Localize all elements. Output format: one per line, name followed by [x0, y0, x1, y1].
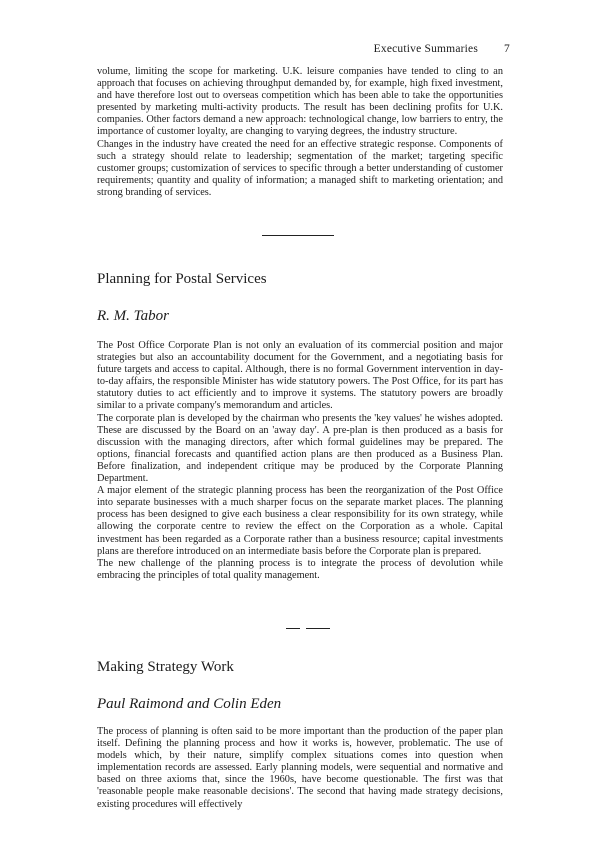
page-number: 7 — [504, 43, 510, 55]
author-line: R. M. Tabor — [97, 308, 169, 324]
intro-text — [97, 66, 503, 199]
paragraph: A major element of the strategic planning process has been the reorganization of the Post Office into separate businesses with a much sharper focus on the separate market places. The planning process has been designed to give each business a clear responsibility for its own strategy, while allowing the corporate centre to review the effect on the Corporation as a whole. Capital investment has been regarded as a Corporate rather than a business resource; capital investments plans are therefore introduced on an intermediate basis before the Corporate plan is prepared. — [97, 485, 503, 557]
section-title: Making Strategy Work — [97, 659, 234, 675]
section-body — [97, 340, 503, 582]
section-divider — [286, 628, 300, 629]
section-divider — [262, 235, 334, 236]
section-body — [97, 726, 503, 811]
paragraph: Changes in the industry have created the need for an effective strategic response. Components of such a strategy should relate to leadership; segmentation of the market; targeting specific customer groups; customization of services to specific through a better understanding of customer requirements; quantity and quality of information; a managed shift to marketing orientation; and strong branding of services. — [97, 138, 503, 198]
paragraph: The Post Office Corporate Plan is not only an evaluation of its commercial position and major strategies but also an accountability document for the Government, and a negotiating basis for future targets and access to capital. Although, there is no formal Government intervention in day-to-day affairs, the responsible Minister has wide statutory powers. The Post Office, for its part has statutory duties to act efficiently and to improve it systems. The statutory powers are broadly similar to a private company's memorandum and articles. — [97, 340, 503, 412]
running-head — [374, 43, 510, 55]
section-title: Planning for Postal Services — [97, 271, 267, 287]
paragraph: The new challenge of the planning process is to integrate the process of devolution while embracing the principles of total quality management. — [97, 557, 503, 581]
paragraph: The process of planning is often said to be more important than the production of the paper plan itself. Defining the planning process and how it works is, however, problematic. The use of models which, by their nature, simplify complex situations comes into question when implementation records are assessed. Early planning models, were sequential and normative and based on three axioms that, since the 1960s, have become questionable. The first was that 'reasonable people make reasonable decisions'. The second that having made strategy decisions, existing procedures will effectively — [97, 726, 503, 810]
section-divider — [306, 628, 330, 629]
running-head-title: Executive Summaries — [373, 43, 479, 55]
author-line: Paul Raimond and Colin Eden — [97, 696, 282, 712]
paragraph: volume, limiting the scope for marketing. U.K. leisure companies have tended to cling to an approach that focuses on achieving throughput demanded by, for example, high fixed investment, and have therefore lost out to overseas competition which has been able to take the opportunities presented by marketing multi-activity products. The result has been declining profits for U.K. companies. Other factors demand a new approach: technological change, low barriers to entry, the importance of customer loyalty, are changing to varying degrees, the industry structure. — [97, 66, 503, 138]
paragraph: The corporate plan is developed by the chairman who presents the 'key values' he wishes adopted. These are discussed by the Board on an 'away day'. A pre-plan is then produced as a basis for discussion with the managing directors, after which formal guidelines may be prepared. The options, financial forecasts and quantified action plans are then produced as a Business Plan. Before finalization, and independent critique may be produced by the Corporate Planning Department. — [97, 412, 503, 485]
